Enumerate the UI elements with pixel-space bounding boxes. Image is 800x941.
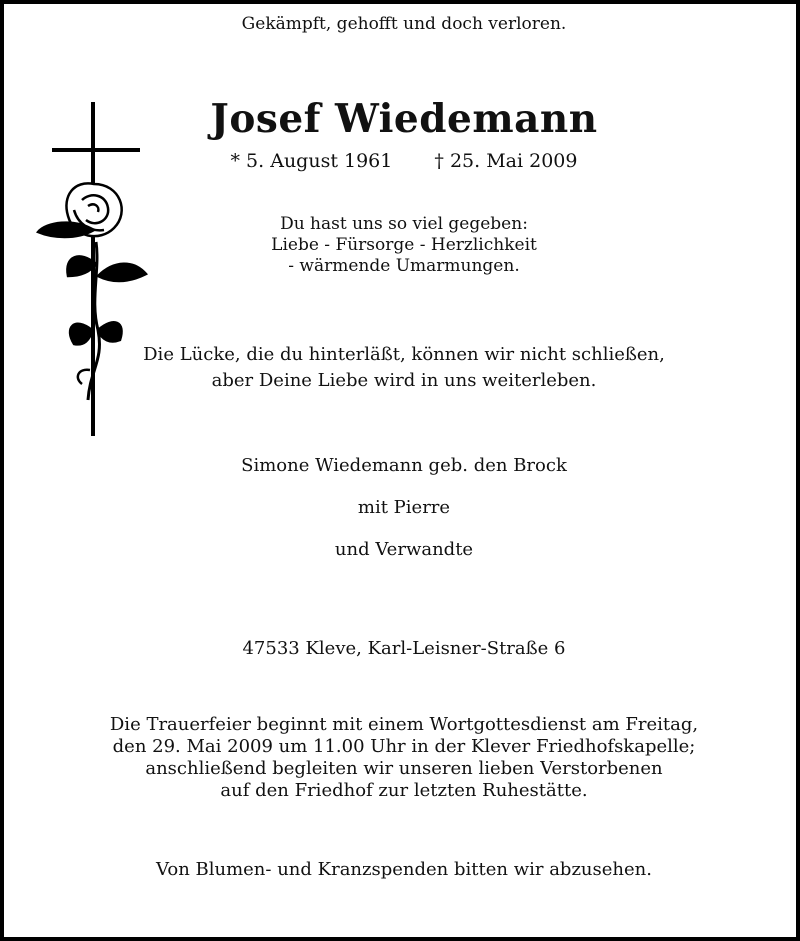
deceased-name: Josef Wiedemann <box>210 96 598 142</box>
flowers-note: Von Blumen- und Kranzspenden bitten wir abzusehen. <box>156 859 652 880</box>
mourner: Simone Wiedemann geb. den Brock <box>241 455 567 476</box>
life-dates <box>4 150 800 172</box>
quote-line: - wärmende Umarmungen. <box>288 256 520 276</box>
funeral-info <box>4 714 800 802</box>
farewell <box>4 342 800 394</box>
funeral-line: auf den Friedhof zur letzten Ruhestätte. <box>220 780 588 801</box>
farewell-line: aber Deine Liebe wird in uns weiterleben. <box>211 370 597 391</box>
funeral-line: den 29. Mai 2009 um 11.00 Uhr in der Klever Friedhofskapelle; <box>112 736 696 757</box>
motto: Gekämpft, gehofft und doch verloren. <box>241 14 567 34</box>
address: 47533 Kleve, Karl-Leisner-Straße 6 <box>242 638 566 659</box>
quote-line: Du hast uns so viel gegeben: <box>280 214 528 234</box>
birth-date: * 5. August 1961 <box>230 150 393 172</box>
quote-line: Liebe - Fürsorge - Herzlichkeit <box>271 235 537 255</box>
obituary-card <box>4 4 796 937</box>
death-date: † 25. Mai 2009 <box>434 150 578 172</box>
mourner: und Verwandte <box>334 539 474 560</box>
funeral-line: anschließend begleiten wir unseren lieben Verstorbenen <box>145 758 663 779</box>
funeral-line: Die Trauerfeier beginnt mit einem Wortgottesdienst am Freitag, <box>109 714 699 735</box>
mourner: mit Pierre <box>357 497 451 518</box>
quote <box>4 214 800 277</box>
farewell-line: Die Lücke, die du hinterläßt, können wir nicht schließen, <box>143 344 665 365</box>
